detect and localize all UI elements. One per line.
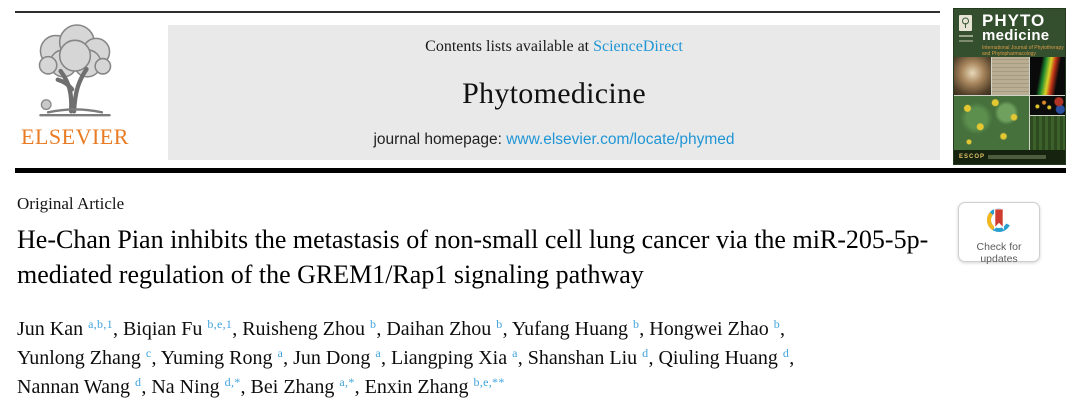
contents-line — [425, 38, 683, 56]
contents-prefix: Contents lists available at — [425, 38, 594, 55]
author: Yunlong Zhang $^c$ — [17, 346, 152, 369]
author: Na Ning $^{d,*}$ — [151, 375, 241, 398]
journal-title: Phytomedicine — [462, 76, 646, 110]
cover-photo-3d-chart — [1030, 57, 1066, 95]
cover-issue-line — [959, 40, 973, 42]
cover-title: PHYTO medicine — [982, 11, 1050, 44]
author: Jun Kan $^{a,b,1}$ — [17, 317, 113, 340]
crossmark-icon — [984, 206, 1014, 241]
header-divider-rule — [15, 168, 1066, 173]
homepage-line — [373, 131, 734, 149]
cover-footer — [954, 150, 1066, 164]
author: Hongwei Zhao $^b$ — [649, 317, 781, 340]
cover-photo-field — [1030, 116, 1066, 152]
author: Ruisheng Zhou $^b$ — [242, 317, 377, 340]
author: Yuming Rong $^a$ — [160, 346, 284, 369]
check-for-updates-badge[interactable] — [958, 202, 1040, 265]
top-rule — [15, 11, 940, 13]
cover-subtitle: International Journal of Phytotherapy and Phytopharmacology — [982, 45, 1064, 58]
cover-photo-plant — [954, 96, 1029, 152]
elsevier-tree-icon — [15, 22, 135, 122]
author: Nannan Wang $^d$ — [17, 375, 142, 398]
author: Shanshan Liu $^d$ — [527, 346, 649, 369]
author: Enxin Zhang $^{b,e,**}$ — [364, 375, 505, 398]
masthead-box — [168, 25, 940, 160]
author: Biqian Fu $^{b,e,1}$ — [122, 317, 233, 340]
elsevier-wordmark: ELSEVIER — [21, 124, 129, 149]
badge-text: Check for updates — [976, 241, 1022, 265]
cover-photo-manuscript — [992, 57, 1029, 95]
elsevier-logo — [15, 22, 135, 154]
author-list: Jun Kan $^{a,b,1}$, Biqian Fu $^{b,e,1}$, Ruisheng Zhou $^b$, Daihan Zhou $^b$, Yufang Huang $^b$, Hongwei Zhao $^b$, Yunlong Zhang $^c$, Yuming Rong $^a$, Jun Dong $^a$, Liangping Xia $^a$, Shanshan Liu $^d$, Qiuling Huang $^d$, Nannan Wang $^d$, Na Ning $^{d,*}$, Bei Zhang $^{a,*}$, Enxin Zhang $^{b,e,**}$ — [17, 317, 795, 398]
author: Qiuling Huang $^d$ — [658, 346, 790, 369]
homepage-link[interactable]: www.elsevier.com/locate/phymed — [506, 131, 735, 148]
article-type-label: Original Article — [17, 194, 125, 213]
cover-tree-icon — [959, 15, 972, 31]
cover-image-grid — [954, 57, 1066, 152]
author: Yufang Huang $^b$ — [511, 317, 640, 340]
author: Bei Zhang $^{a,*}$ — [250, 375, 355, 398]
escop-label: ESCOP — [959, 154, 986, 160]
cover-volume-line — [959, 35, 973, 37]
escop-smallprint — [988, 155, 1046, 159]
homepage-prefix: journal homepage: — [373, 131, 507, 148]
article-title: He-Chan Pian inhibits the metastasis of non-small cell lung cancer via the miR-205-5p-mediated regulation of the GREM1/Rap1 signaling pathway — [17, 225, 929, 289]
cover-photo-portrait — [954, 57, 991, 95]
cover-header — [954, 9, 1065, 56]
sciencedirect-link[interactable]: ScienceDirect — [593, 38, 683, 55]
cover-photo-chromatogram — [1030, 96, 1066, 115]
author: Jun Dong $^a$ — [293, 346, 381, 369]
author: Liangping Xia $^a$ — [391, 346, 518, 369]
author: Daihan Zhou $^b$ — [386, 317, 503, 340]
journal-cover — [953, 8, 1066, 165]
